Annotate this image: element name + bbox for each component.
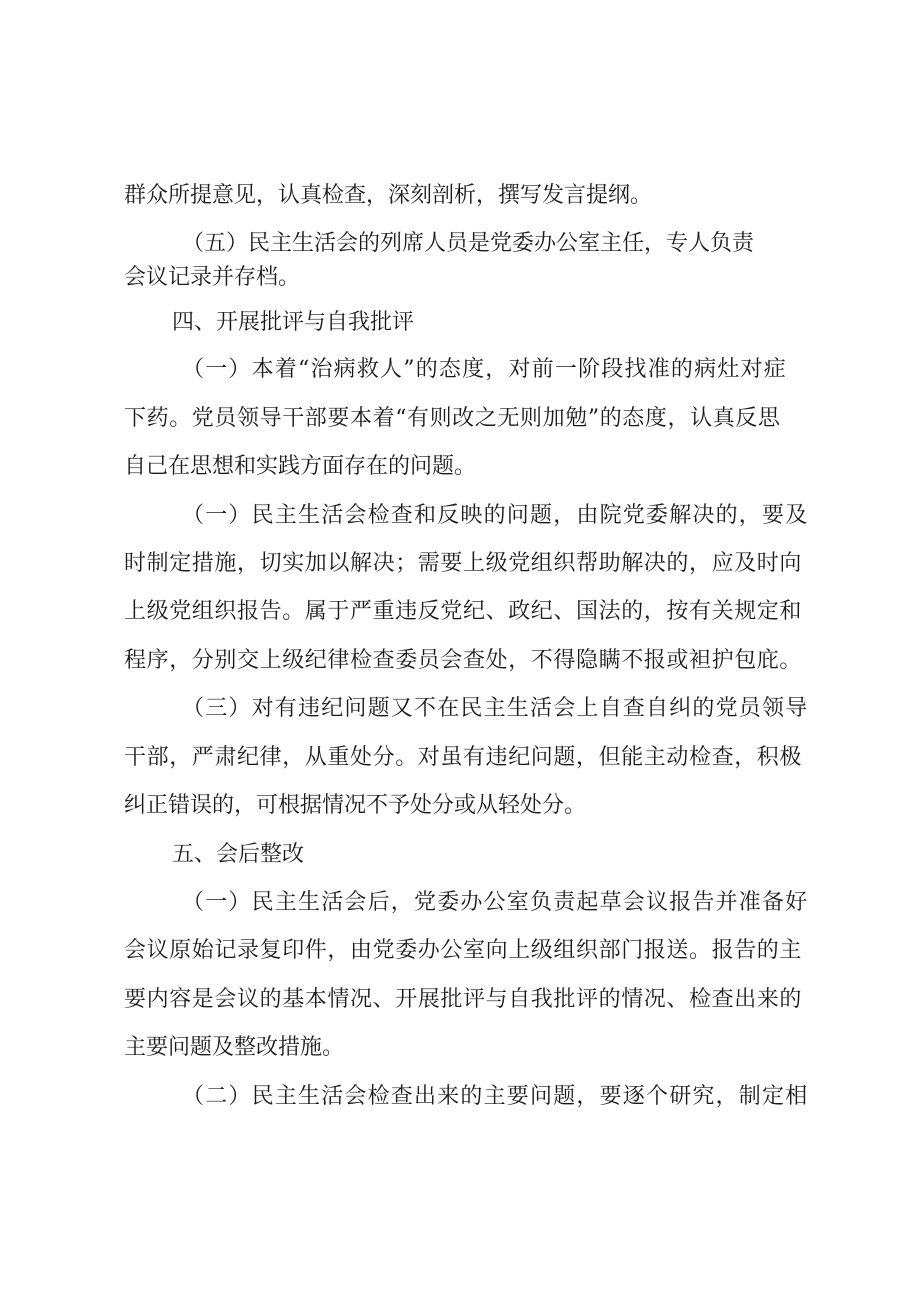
text-line-11: 程序，分别交上级纪律检查委员会查处，不得隐瞒不报或袒护包庇。 <box>124 648 803 673</box>
text-line-17: 会议原始记录复印件，由党委办公室向上级组织部门报送。报告的主 <box>124 938 803 963</box>
text-line-12: （三）对有违纪问题又不在民主生活会上自查自纠的党员领导 <box>182 696 809 721</box>
text-line-2: （五）民主生活会的列席人员是党委办公室主任，专人负责 <box>182 231 755 256</box>
text-line-14: 纠正错误的，可根据情况不予处分或从轻处分。 <box>124 793 587 818</box>
text-line-6: 下药。党员领导干部要本着“有则改之无则加勉”的态度，认真反思 <box>124 406 781 431</box>
text-line-7: 自己在思想和实践方面存在的问题。 <box>124 454 477 479</box>
text-line-19: 主要问题及整改措施。 <box>124 1035 345 1060</box>
section-heading-15: 五、会后整改 <box>172 842 305 867</box>
text-line-10: 上级党组织报告。属于严重违反党纪、政纪、国法的，按有关规定和 <box>124 599 803 624</box>
text-line-13: 干部，严肃纪律，从重处分。对虽有违纪问题，但能主动检查，积极 <box>124 745 803 770</box>
text-line-18: 要内容是会议的基本情况、开展批评与自我批评的情况、检查出来的 <box>124 987 803 1012</box>
text-line-9: 时制定措施，切实加以解决；需要上级党组织帮助解决的，应及时向 <box>124 551 803 576</box>
text-line-16: （一）民主生活会后，党委办公室负责起草会议报告并准备好 <box>182 890 809 915</box>
text-line-8: （一）民主生活会检查和反映的问题，由院党委解决的，要及 <box>182 503 809 528</box>
text-line-5: （一）本着“治病救人”的态度，对前一阶段找准的病灶对症 <box>182 357 787 382</box>
text-line-20: （二）民主生活会检查出来的主要问题，要逐个研究，制定相 <box>182 1084 809 1109</box>
section-heading-4: 四、开展批评与自我批评 <box>172 310 415 335</box>
text-line-3: 会议记录并存档。 <box>124 265 301 290</box>
text-line-1: 群众所提意见，认真检查，深刻剖析，撰写发言提纲。 <box>124 183 653 208</box>
